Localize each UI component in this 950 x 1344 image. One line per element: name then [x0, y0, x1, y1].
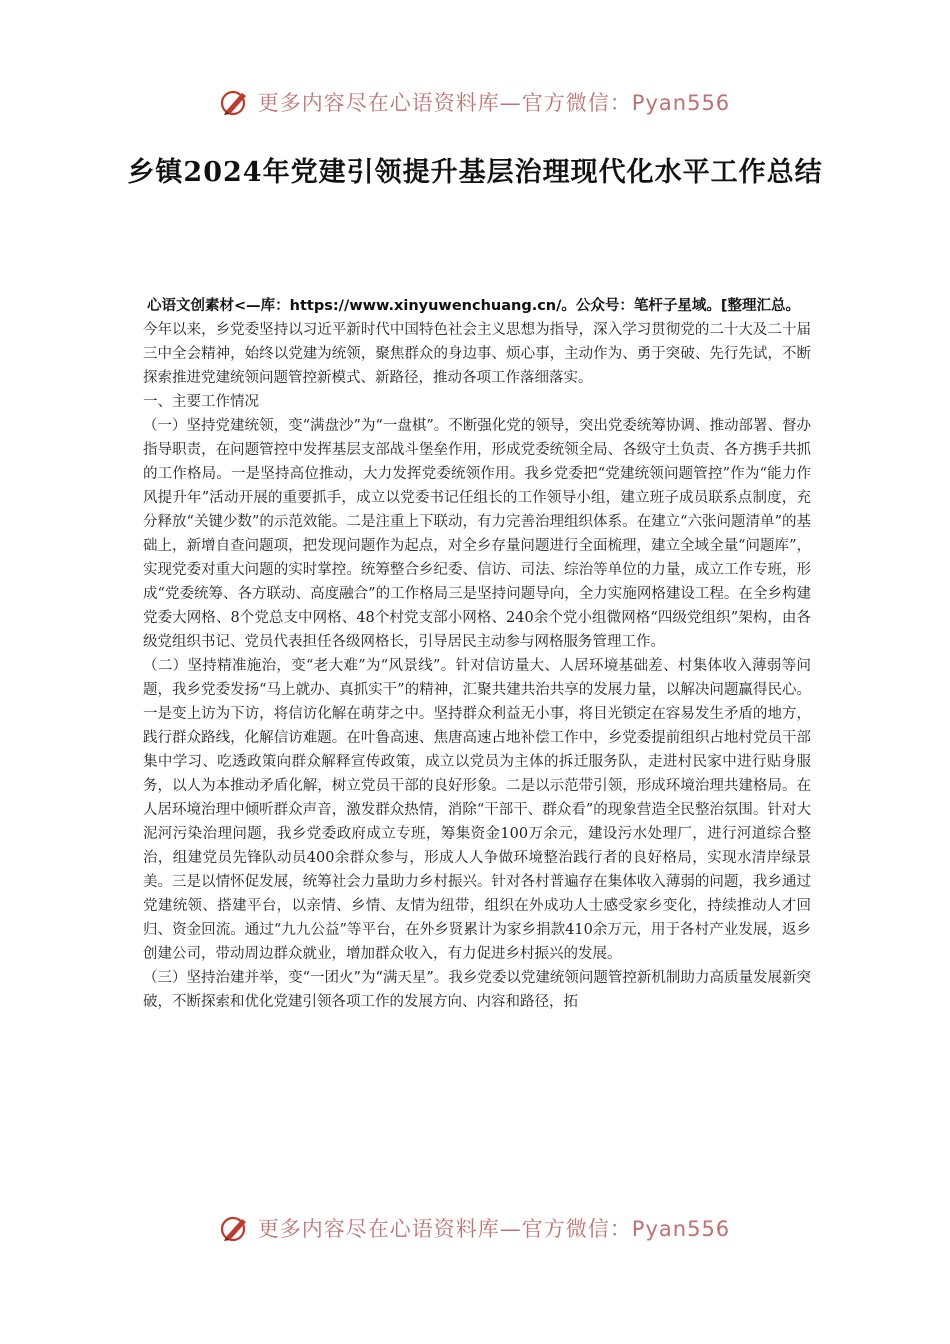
intro-paragraph: 今年以来，乡党委坚持以习近平新时代中国特色社会主义思想为指导，深入学习贯彻党的二十大及二十届三中全会精神，始终以党建为统领，聚焦群众的身边事、烦心事，主动作为、勇于突破、先行先试，不断探索推进党建统领问题管控新模式、新路径，推动各项工作落细落实。 [143, 322, 811, 386]
document-title: 乡镇2024年党建引领提升基层治理现代化水平工作总结 [127, 157, 823, 188]
header-banner [0, 82, 950, 122]
paragraph-3: （三）坚持治建并举，变“一团火”为“满天星”。我乡党委以党建统领问题管控新机制助力高质量发展新突破，不断探索和优化党建引领各项工作的发展方向、内容和路径，拓 [143, 970, 811, 1010]
paragraph-2: （二）坚持精准施治，变“老大难”为“风景线”。针对信访量大、人居环境基础差、村集体收入薄弱等问题，我乡党委发扬“马上就办、真抓实干”的精神，汇聚共建共治共享的发展力量，以解决问题赢得民心。一是变上访为下访，将信访化解在萌芽之中。坚持群众利益无小事，将目光锁定在容易发生矛盾的地方，践行群众路线，化解信访难题。在叶鲁高速、焦唐高速占地补偿工作中，乡党委提前组织占地村党员干部集中学习、吃透政策向群众解释宣传政策，成立以党员为主体的拆迁服务队，走进村民家中进行贴身服务，以人为本推动矛盾化解，树立党员干部的良好形象。二是以示范带引领，形成环境治理共建格局。在人居环境治理中倾听群众声音，激发群众热情，消除“干部干、群众看”的现象营造全民整治氛围。针对大泥河污染治理问题，我乡党委政府成立专班，筹集资金100万余元，建设污水处理厂，进行河道综合整治，组建党员先锋队动员400余群众参与，形成人人争做环境整治践行者的良好格局，实现水清岸绿景美。三是以情怀促发展，统筹社会力量助力乡村振兴。针对各村普遍存在集体收入薄弱的问题，我乡通过党建统领、搭建平台，以亲情、乡情、友情为纽带，组织在外成功人士感受家乡变化，持续推动人才回归、资金回流。通过“九九公益”等平台，在外乡贤累计为家乡捐款410余万元，用于各村产业发展，返乡创建公司，带动周边群众就业，增加群众收入，有力促进乡村振兴的发展。 [143, 658, 811, 962]
source-note: 心语文创素材<—库：https://www.xinyuwenchuang.cn/。公众号：笔杆子星域。[整理汇总。 [147, 298, 801, 314]
pen-logo-icon [220, 87, 250, 117]
paragraph-1: （一）坚持党建统领，变“满盘沙”为“一盘棋”。不断强化党的领导，突出党委统筹协调、推动部署、督办指导职责，在问题管控中发挥基层支部战斗堡垒作用，形成党委统领全局、各级守土负责、各方携手共抓的工作格局。一是坚持高位推动，大力发挥党委统领作用。我乡党委把“党建统领问题管控”作为“能力作风提升年”活动开展的重要抓手，成立以党委书记任组长的工作领导小组，建立班子成员联系点制度，充分释放“关键少数”的示范效能。二是注重上下联动，有力完善治理组织体系。在建立“六张问题清单”的基础上，新增自查问题项，把发现问题作为起点，对全乡存量问题进行全面梳理，建立全域全量“问题库”，实现党委对重大问题的实时掌控。统筹整合乡纪委、信访、司法、综治等单位的力量，成立工作专班，形成“党委统筹、各方联动、高度融合”的工作格局三是坚持问题导向，全力实施网格建设工程。在全乡构建党委大网格、8个党总支中网格、48个村党支部小网格、240余个党小组微网格“四级党组织”架构，由各级党组织书记、党员代表担任各级网格长，引导居民主动参与网格服务管理工作。 [143, 418, 811, 650]
footer-banner [0, 1208, 950, 1248]
section-heading: 一、主要工作情况 [143, 394, 259, 410]
document-body [143, 294, 811, 1014]
banner-text: 更多内容尽在心语资料库—官方微信：Pyan556 [257, 91, 731, 115]
banner-text: 更多内容尽在心语资料库—官方微信：Pyan556 [257, 1217, 731, 1241]
pen-logo-icon [220, 1213, 250, 1243]
